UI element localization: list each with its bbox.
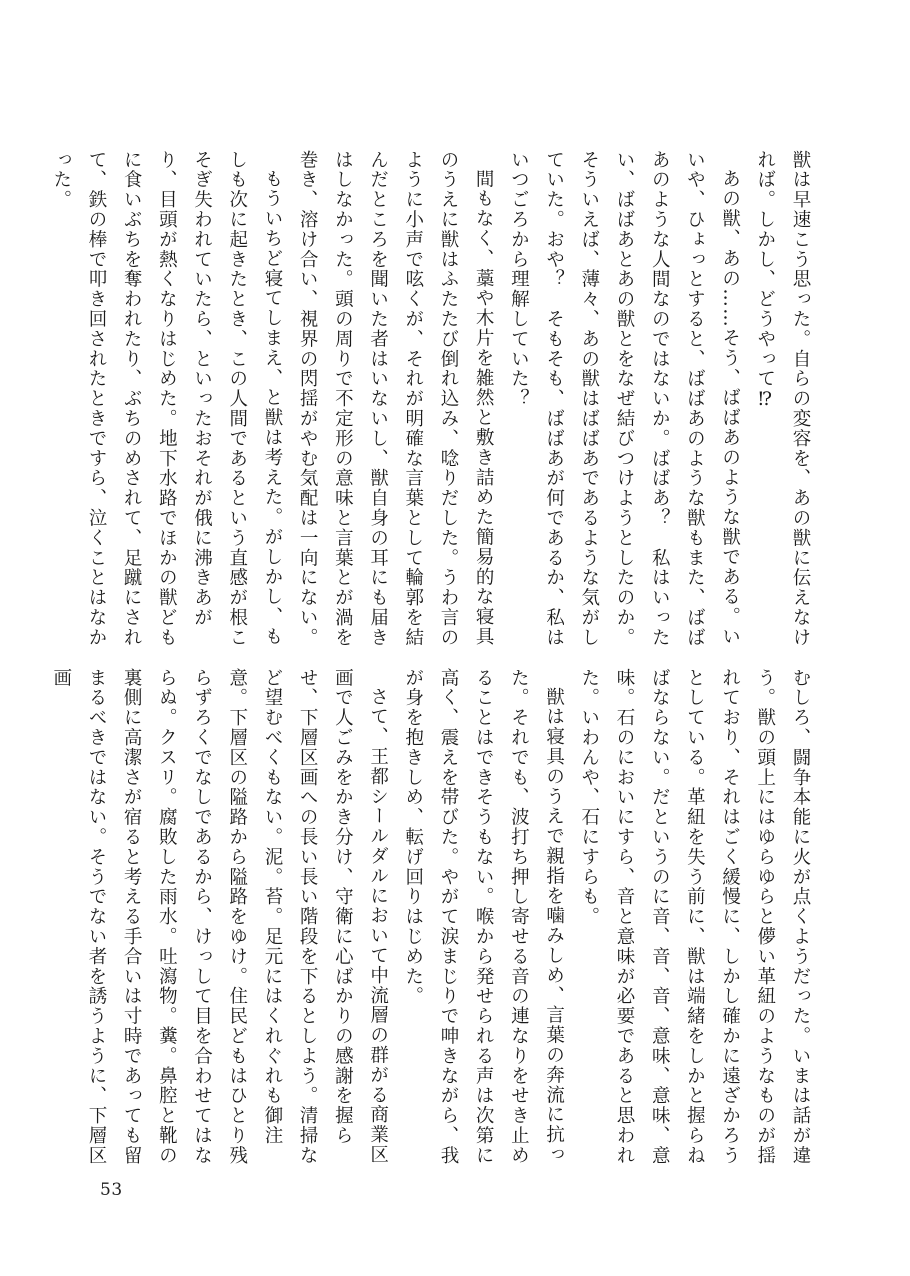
paragraph: むしろ、闘争本能に火が点くようだった。いまは話が違う。獣の頭上にはゆらゆらと儚い革紐のようなものが揺れており、それはごく緩慢に、しかし確かに遠ざかろうとしている。革紐を失う前に、獣は端緒をしかと握らねばならない。だというのに音、音、音、意味、意味、意味。石のにおいにすら、音と意味が必要であると思われた。いわんや、石にすらも。: [578, 668, 811, 1166]
lower-text-block: [50, 668, 818, 1173]
page-number: 53: [100, 1180, 123, 1200]
paragraph: 獣は寝具のうえで親指を噛みしめ、言葉の奔流に抗った。それでも、波打ち押し寄せる音の連なりをせき止めることはできそうもない。喉から発せられる声は次第に高く、震えを帯びた。やがて涙まじりで呻きながら、我が身を抱きしめ、転げ回りはじめた。: [402, 668, 565, 1166]
paragraph: 間もなく、藁や木片を雑然と敷き詰めた簡易的な寝具のうえに獣はふたたび倒れ込み、唸りだした。うわ言のように小声で呟くが、それが明確な言葉として輪郭を結んだところを聞いた者はいないし、獣自身の耳にも届きはしなかった。頭の周りで不定形の意味と言葉とが渦を巻き、溶け合い、視界の閃揺がやむ気配は一向にない。: [297, 150, 495, 648]
paragraph: さて、王都シールダルにおいて中流層の群がる商業区画で人ごみをかき分け、守衛に心ばかりの感謝を握らせ、下層区画への長い長い階段を下るとしよう。清掃など望むべくもない。泥。苔。足元にはくれぐれも御注意。下層区の隘路から隘路をゆけ。住民どもはひとり残らずろくでなしであるから、けっして目を合わせてはならぬ。クスリ。腐敗した雨水。吐瀉物。糞。鼻腔と靴の裏側に高潔さが宿ると考える手合いは寸時であっても留まるべきではない。そうでない者を誘うように、下層区画: [50, 668, 389, 1166]
paragraph: あの獣、あの……そう、ばばあのような獣である。いいや、ひょっとすると、ばばあのような獣もまた、ばばあのような人間なのではないか。ばばあ？ 私はいったい、ばばあとあの獣とをなぜ結びつけようとしたのか。そういえば、薄々、あの獣はばばあであるような気がしていた。おや？ そもそも、ばばあが何であるか、私はいつごろから理解していた？: [508, 150, 741, 648]
paragraph: もういちど寝てしまえ、と獣は考えた。がしかし、もしも次に起きたとき、この人間であるという直感が根こそぎ失われていたら、といったおそれが俄に沸きあがり、目頭が熱くなりはじめた。地下水路でほかの獣どもに食いぶちを奪われたり、ぶちのめされて、足蹴にされて、鉄の棒で叩き回されたときですら、泣くことはなかった。: [50, 150, 283, 648]
paragraph: 獣は早速こう思った。自らの変容を、あの獣に伝えなければ。しかし、どうやって⁉: [754, 150, 811, 648]
upper-text-block: [50, 150, 818, 655]
